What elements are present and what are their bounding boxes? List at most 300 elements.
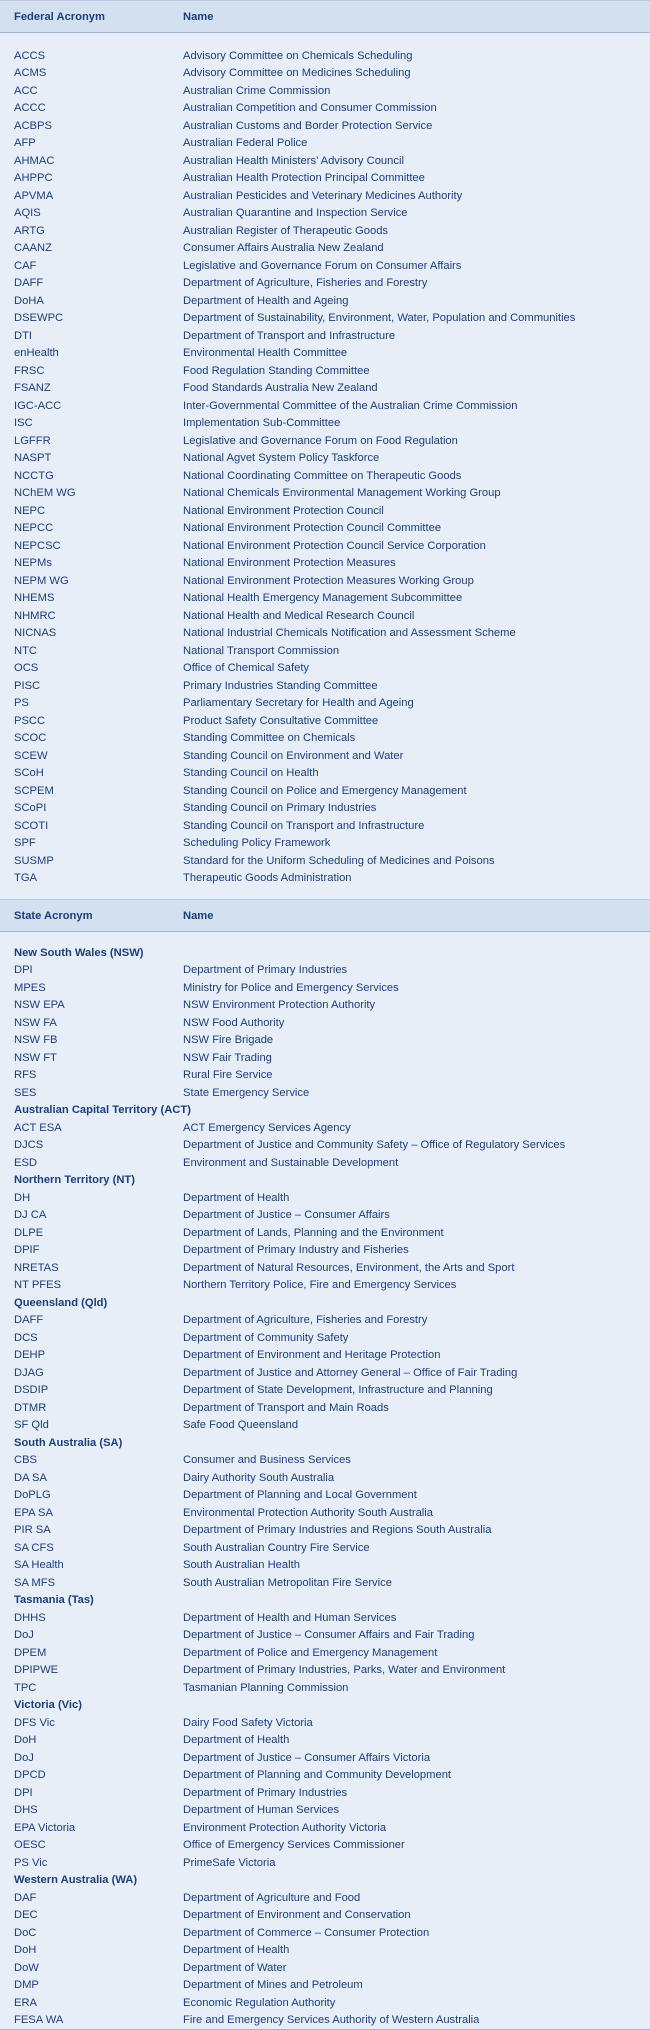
acronym-cell: EPA Victoria xyxy=(14,1821,76,1834)
table-row xyxy=(0,1469,650,1487)
table-row xyxy=(0,2012,650,2030)
table-row xyxy=(0,1907,650,1925)
table-row xyxy=(0,1924,650,1942)
state-acronym-header: State Acronym xyxy=(0,900,169,932)
acronym-cell: NHMRC xyxy=(14,609,56,622)
table-row xyxy=(0,1049,650,1067)
name-cell: Food Standards Australia New Zealand xyxy=(183,382,378,395)
table-row xyxy=(0,817,650,835)
name-cell: Department of Agriculture and Food xyxy=(183,1891,361,1904)
state-section-row xyxy=(0,1872,650,1890)
acronym-cell: DPIPWE xyxy=(14,1664,59,1677)
table-row xyxy=(0,852,650,870)
name-cell: Environmental Health Committee xyxy=(183,347,348,360)
table-row xyxy=(0,222,650,240)
name-cell: Department of Commerce – Consumer Protection xyxy=(183,1926,430,1939)
name-cell: Environment and Sustainable Development xyxy=(183,1156,399,1169)
state-section-title: South Australia (SA) xyxy=(14,1436,123,1449)
table-row xyxy=(0,1714,650,1732)
table-row xyxy=(0,170,650,188)
name-cell: Department of Primary Industry and Fisheries xyxy=(183,1244,409,1257)
acronym-cell: AHMAC xyxy=(14,154,55,167)
name-cell: Department of Environment and Conservation xyxy=(183,1909,411,1922)
state-section-row xyxy=(0,1172,650,1190)
name-cell: National Health and Medical Research Council xyxy=(183,609,415,622)
table-row xyxy=(0,1609,650,1627)
name-cell: Australian Register of Therapeutic Goods xyxy=(183,224,389,237)
acronym-cell: DHHS xyxy=(14,1611,46,1624)
name-cell: National Transport Commission xyxy=(183,644,340,657)
acronym-cell: PS xyxy=(14,697,29,710)
table-row xyxy=(0,1942,650,1960)
acronym-cell: ACT ESA xyxy=(14,1121,62,1134)
name-cell: Dairy Food Safety Victoria xyxy=(183,1716,313,1729)
acronym-cell: DoPLG xyxy=(14,1489,51,1502)
acronym-cell: DJCS xyxy=(14,1139,44,1152)
table-row xyxy=(0,275,650,293)
name-cell: Therapeutic Goods Administration xyxy=(183,872,352,885)
acronym-cell: DPI xyxy=(14,1786,33,1799)
acronym-cell: NHEMS xyxy=(14,592,55,605)
spacer-row xyxy=(0,887,650,899)
name-cell: Department of Primary Industries xyxy=(183,964,348,977)
name-cell: Office of Emergency Services Commissioner xyxy=(183,1839,405,1852)
name-cell: Department of Health xyxy=(183,1191,290,1204)
acronym-cell: ESD xyxy=(14,1156,38,1169)
state-section-title: Queensland (Qld) xyxy=(14,1296,108,1309)
table-row xyxy=(0,1749,650,1767)
table-row xyxy=(0,520,650,538)
acronym-cell: DEC xyxy=(14,1909,38,1922)
acronym-cell: ACCC xyxy=(14,102,46,115)
acronym-cell: DoJ xyxy=(14,1751,34,1764)
table-row xyxy=(0,1522,650,1540)
name-cell: National Environment Protection Council xyxy=(183,504,384,517)
state-section-title: Western Australia (WA) xyxy=(14,1874,138,1887)
acronym-cell: NICNAS xyxy=(14,627,57,640)
acronym-cell: DHS xyxy=(14,1804,38,1817)
acronym-cell: AQIS xyxy=(14,207,41,220)
name-cell: Inter-Governmental Committee of the Australian Crime Commission xyxy=(183,399,518,412)
acronym-cell: PISC xyxy=(14,679,41,692)
acronym-cell: DMP xyxy=(14,1979,39,1992)
table-row xyxy=(0,82,650,100)
acronym-cell: PSCC xyxy=(14,714,46,727)
table-row xyxy=(0,1067,650,1085)
table-row xyxy=(0,695,650,713)
table-row xyxy=(0,345,650,363)
name-cell: Department of Human Services xyxy=(183,1804,340,1817)
table-row xyxy=(0,1504,650,1522)
acronym-cell: NRETAS xyxy=(14,1261,59,1274)
state-section-title: New South Wales (NSW) xyxy=(14,946,144,959)
table-row xyxy=(0,1224,650,1242)
acronym-cell: NEPC xyxy=(14,504,46,517)
name-cell: Economic Regulation Authority xyxy=(183,1996,336,2009)
name-cell: Primary Industries Standing Committee xyxy=(183,679,378,692)
table-row xyxy=(0,1994,650,2012)
acronym-cell: ISC xyxy=(14,417,33,430)
name-cell: Department of Planning and Community Development xyxy=(183,1769,452,1782)
name-cell: Australian Pesticides and Veterinary Medicines Authority xyxy=(183,189,463,202)
name-cell: Department of Natural Resources, Environment, the Arts and Sport xyxy=(183,1261,515,1274)
name-cell: National Health Emergency Management Subcommittee xyxy=(183,592,463,605)
acronym-cell: FRSC xyxy=(14,364,45,377)
table-row xyxy=(0,1959,650,1977)
acronym-cell: SES xyxy=(14,1086,37,1099)
acronym-cell: LGFFR xyxy=(14,434,51,447)
table-row xyxy=(0,1487,650,1505)
name-cell: Department of Health xyxy=(183,1944,290,1957)
state-section-row xyxy=(0,1592,650,1610)
acronym-cell: NCCTG xyxy=(14,469,54,482)
table-row xyxy=(0,800,650,818)
name-cell: National Coordinating Committee on Therapeutic Goods xyxy=(183,469,462,482)
name-cell: National Environment Protection Council Committee xyxy=(183,522,442,535)
table-row xyxy=(0,1767,650,1785)
name-cell: Department of Police and Emergency Management xyxy=(183,1646,438,1659)
table-row xyxy=(0,187,650,205)
name-cell: Australian Health Ministers’ Advisory Council xyxy=(183,154,404,167)
table-row xyxy=(0,65,650,83)
name-cell: Department of Mines and Petroleum xyxy=(183,1979,363,1992)
acronym-cell: SCOTI xyxy=(14,819,49,832)
state-section-title: Victoria (Vic) xyxy=(14,1699,82,1712)
table-row xyxy=(0,205,650,223)
name-cell: Office of Chemical Safety xyxy=(183,662,310,675)
name-cell: National Environment Protection Council Service Corporation xyxy=(183,539,486,552)
acronym-cell: SCEW xyxy=(14,749,48,762)
name-cell: Australian Crime Commission xyxy=(183,84,331,97)
name-cell: Department of Justice and Community Safety – Office of Regulatory Services xyxy=(183,1139,566,1152)
name-cell: Australian Health Protection Principal Committee xyxy=(183,172,425,185)
name-cell: Department of Justice – Consumer Affairs Victoria xyxy=(183,1751,431,1764)
name-cell: National Chemicals Environmental Management Working Group xyxy=(183,487,501,500)
table-row xyxy=(0,572,650,590)
table-row xyxy=(0,835,650,853)
federal-header-row xyxy=(0,1,650,33)
name-cell: Department of Health xyxy=(183,1734,290,1747)
table-row xyxy=(0,310,650,328)
name-cell: National Environment Protection Measures xyxy=(183,557,396,570)
acronym-cell: NEPM WG xyxy=(14,574,69,587)
name-cell: Food Regulation Standing Committee xyxy=(183,364,370,377)
federal-table-body xyxy=(0,33,650,900)
name-cell: Standing Council on Health xyxy=(183,767,319,780)
acronym-cell: DEHP xyxy=(14,1349,46,1362)
name-cell: Department of Planning and Local Government xyxy=(183,1489,417,1502)
table-row xyxy=(0,1679,650,1697)
table-row xyxy=(0,432,650,450)
table-row xyxy=(0,1154,650,1172)
acronym-cell: SUSMP xyxy=(14,854,54,867)
table-row xyxy=(0,1977,650,1995)
acronym-cell: SA CFS xyxy=(14,1541,54,1554)
name-cell: Department of Primary Industries and Regions South Australia xyxy=(183,1524,492,1537)
spacer-cell xyxy=(0,33,650,48)
name-cell: Australian Federal Police xyxy=(183,137,308,150)
table-row xyxy=(0,1277,650,1295)
name-cell: PrimeSafe Victoria xyxy=(183,1856,276,1869)
state-section-title: Tasmania (Tas) xyxy=(14,1594,94,1607)
acronym-cell: CAANZ xyxy=(14,242,52,255)
name-cell: South Australian Country Fire Service xyxy=(183,1541,370,1554)
name-cell: Department of Agriculture, Fisheries and Forestry xyxy=(183,1314,428,1327)
name-cell: Department of Water xyxy=(183,1961,287,1974)
acronym-cell: DSDIP xyxy=(14,1384,49,1397)
name-cell: National Agvet System Policy Taskforce xyxy=(183,452,380,465)
table-row xyxy=(0,1627,650,1645)
name-cell: Advisory Committee on Chemicals Scheduling xyxy=(183,49,413,62)
name-cell: Standing Committee on Chemicals xyxy=(183,732,356,745)
table-row xyxy=(0,1347,650,1365)
name-cell: Advisory Committee on Medicines Scheduling xyxy=(183,67,411,80)
table-row xyxy=(0,1084,650,1102)
name-cell: Consumer and Business Services xyxy=(183,1454,351,1467)
name-cell: Environmental Protection Authority South Australia xyxy=(183,1506,433,1519)
federal-acronym-header: Federal Acronym xyxy=(0,1,169,33)
acronym-cell: DCS xyxy=(14,1331,38,1344)
table-row xyxy=(0,152,650,170)
table-row xyxy=(0,1312,650,1330)
acronym-cell: PS Vic xyxy=(14,1856,48,1869)
table-row xyxy=(0,660,650,678)
acronym-cell: ARTG xyxy=(14,224,45,237)
name-cell: National Environment Protection Measures Working Group xyxy=(183,574,474,587)
acronym-cell: DA SA xyxy=(14,1471,47,1484)
table-row xyxy=(0,100,650,118)
name-cell: Dairy Authority South Australia xyxy=(183,1471,335,1484)
name-cell: Safe Food Queensland xyxy=(183,1419,299,1432)
acronym-cell: NSW FT xyxy=(14,1051,57,1064)
spacer-cell xyxy=(0,932,650,945)
name-cell: Standing Council on Transport and Infrastructure xyxy=(183,819,425,832)
name-cell: Department of Lands, Planning and the Environment xyxy=(183,1226,444,1239)
name-cell: Department of Transport and Main Roads xyxy=(183,1401,389,1414)
acronym-cell: NASPT xyxy=(14,452,52,465)
name-cell: Standing Council on Police and Emergency Management xyxy=(183,784,467,797)
table-row xyxy=(0,1417,650,1435)
name-cell: Tasmanian Planning Commission xyxy=(183,1681,349,1694)
acronym-cell: SCPEM xyxy=(14,784,54,797)
table-row xyxy=(0,362,650,380)
acronym-cell: DoJ xyxy=(14,1629,34,1642)
name-cell: Department of Environment and Heritage Protection xyxy=(183,1349,441,1362)
name-cell: Department of Health and Ageing xyxy=(183,294,349,307)
acronym-cell: DoHA xyxy=(14,294,44,307)
name-cell: Consumer Affairs Australia New Zealand xyxy=(183,242,384,255)
table-row xyxy=(0,292,650,310)
name-cell: Legislative and Governance Forum on Food Regulation xyxy=(183,434,458,447)
name-cell: Department of Community Safety xyxy=(183,1331,349,1344)
state-table-body xyxy=(0,932,650,2030)
table-row xyxy=(0,1137,650,1155)
name-cell: Department of Justice and Attorney General – Office of Fair Trading xyxy=(183,1366,518,1379)
table-row xyxy=(0,1644,650,1662)
table-row xyxy=(0,1259,650,1277)
table-row xyxy=(0,1574,650,1592)
state-section-row xyxy=(0,1102,650,1120)
name-cell: NSW Environment Protection Authority xyxy=(183,999,376,1012)
table-row xyxy=(0,730,650,748)
name-cell: Implementation Sub-Committee xyxy=(183,417,341,430)
name-cell: Department of Primary Industries xyxy=(183,1786,348,1799)
acronym-cell: DH xyxy=(14,1191,31,1204)
acronym-cell: FESA WA xyxy=(0,2012,169,2030)
table-row xyxy=(0,870,650,888)
table-row xyxy=(0,1014,650,1032)
name-cell: Legislative and Governance Forum on Consumer Affairs xyxy=(183,259,462,272)
name-cell: NSW Food Authority xyxy=(183,1016,285,1029)
acronym-cell: DPEM xyxy=(14,1646,47,1659)
acronym-cell: AFP xyxy=(14,137,36,150)
state-section-row xyxy=(0,1434,650,1452)
table-row xyxy=(0,1662,650,1680)
acronym-cell: DPCD xyxy=(14,1769,46,1782)
table-row xyxy=(0,415,650,433)
state-section-row xyxy=(0,1294,650,1312)
state-section-title: Northern Territory (NT) xyxy=(14,1174,135,1187)
table-row xyxy=(0,1399,650,1417)
acronym-cell: OCS xyxy=(14,662,39,675)
acronym-cell: enHealth xyxy=(14,347,59,360)
acronym-cell: SF Qld xyxy=(14,1419,49,1432)
name-cell: Rural Fire Service xyxy=(183,1069,273,1082)
acronym-cell: DTI xyxy=(14,329,33,342)
acronym-cell: DAFF xyxy=(14,277,44,290)
state-section-row xyxy=(0,944,650,962)
table-row xyxy=(0,1802,650,1820)
acronym-cell: NEPCC xyxy=(14,522,54,535)
acronym-cell: ACMS xyxy=(14,67,47,80)
acronym-cell: NChEM WG xyxy=(14,487,76,500)
table-row xyxy=(0,1189,650,1207)
name-cell: Parliamentary Secretary for Health and Ageing xyxy=(183,697,414,710)
table-row xyxy=(0,1382,650,1400)
acronym-cell: CBS xyxy=(14,1454,38,1467)
state-header-row xyxy=(0,900,650,932)
state-acronym-table xyxy=(0,899,650,2030)
spacer-row xyxy=(0,33,650,48)
table-row xyxy=(0,1819,650,1837)
table-row xyxy=(0,555,650,573)
name-cell: Department of Primary Industries, Parks, Water and Environment xyxy=(183,1664,506,1677)
acronym-cell: DoW xyxy=(14,1961,39,1974)
acronym-cell: PIR SA xyxy=(14,1524,51,1537)
acronym-cell: NEPMs xyxy=(14,557,52,570)
acronym-cell: ERA xyxy=(14,1996,38,2009)
acronym-cell: DAF xyxy=(14,1891,37,1904)
name-cell: Standing Council on Environment and Water xyxy=(183,749,404,762)
table-row xyxy=(0,607,650,625)
table-row xyxy=(0,642,650,660)
table-row xyxy=(0,997,650,1015)
name-cell: Department of Justice – Consumer Affairs and Fair Trading xyxy=(183,1629,475,1642)
table-row xyxy=(0,590,650,608)
table-row xyxy=(0,962,650,980)
table-row xyxy=(0,1854,650,1872)
acronym-cell: DPI xyxy=(14,964,33,977)
table-row xyxy=(0,1329,650,1347)
name-cell: Department of Health and Human Services xyxy=(183,1611,397,1624)
name-cell: Northern Territory Police, Fire and Emergency Services xyxy=(183,1279,457,1292)
state-section-row xyxy=(0,1697,650,1715)
name-cell: NSW Fire Brigade xyxy=(183,1034,274,1047)
acronym-cell: NTC xyxy=(14,644,37,657)
table-row xyxy=(0,380,650,398)
acronym-cell: SA MFS xyxy=(14,1576,56,1589)
acronym-cell: ACC xyxy=(14,84,38,97)
name-cell: Scheduling Policy Framework xyxy=(183,837,331,850)
name-cell: South Australian Health xyxy=(183,1559,300,1572)
table-row xyxy=(0,1032,650,1050)
table-row xyxy=(0,1889,650,1907)
acronym-cell: NSW FB xyxy=(14,1034,58,1047)
table-row xyxy=(0,1557,650,1575)
acronym-cell: DoC xyxy=(14,1926,37,1939)
name-cell: Australian Quarantine and Inspection Service xyxy=(183,207,408,220)
table-row xyxy=(0,502,650,520)
table-row xyxy=(0,485,650,503)
name-cell: NSW Fair Trading xyxy=(183,1051,272,1064)
table-row xyxy=(0,1242,650,1260)
acronym-cell: TGA xyxy=(14,872,37,885)
table-row xyxy=(0,47,650,65)
acronym-cell: DAFF xyxy=(14,1314,44,1327)
table-row xyxy=(0,1119,650,1137)
table-row xyxy=(0,1732,650,1750)
table-row xyxy=(0,1539,650,1557)
table-row xyxy=(0,257,650,275)
acronym-cell: SCOC xyxy=(14,732,47,745)
table-row xyxy=(0,625,650,643)
table-row xyxy=(0,747,650,765)
acronym-cell: RFS xyxy=(14,1069,37,1082)
acronym-cell: ACCS xyxy=(14,49,46,62)
name-cell: Australian Competition and Consumer Commission xyxy=(183,102,437,115)
name-cell: Department of Agriculture, Fisheries and Forestry xyxy=(183,277,428,290)
name-cell: Department of State Development, Infrastructure and Planning xyxy=(183,1384,493,1397)
spacer-row xyxy=(0,932,650,945)
table-row xyxy=(0,1452,650,1470)
name-cell: South Australian Metropolitan Fire Service xyxy=(183,1576,392,1589)
name-cell: Australian Customs and Border Protection Service xyxy=(183,119,433,132)
name-cell: Department of Transport and Infrastructure xyxy=(183,329,396,342)
table-row xyxy=(0,1364,650,1382)
acronym-cell: IGC-ACC xyxy=(14,399,62,412)
table-row xyxy=(0,1207,650,1225)
acronym-cell: AHPPC xyxy=(14,172,53,185)
acronym-cell: DFS Vic xyxy=(14,1716,55,1729)
federal-name-header: Name xyxy=(169,1,650,33)
acronym-cell: SPF xyxy=(14,837,36,850)
table-row xyxy=(0,537,650,555)
acronym-cell: DTMR xyxy=(14,1401,47,1414)
name-cell: National Industrial Chemicals Notification and Assessment Scheme xyxy=(183,627,516,640)
acronym-cell: DSEWPC xyxy=(14,312,64,325)
state-section-title: Australian Capital Territory (ACT) xyxy=(14,1104,191,1117)
acronym-cell: SCoPI xyxy=(14,802,47,815)
name-cell: ACT Emergency Services Agency xyxy=(183,1121,351,1134)
name-cell: State Emergency Service xyxy=(183,1086,310,1099)
acronym-cell: DPIF xyxy=(14,1244,40,1257)
name-cell: Product Safety Consultative Committee xyxy=(183,714,379,727)
name-cell: Environment Protection Authority Victoria xyxy=(183,1821,387,1834)
acronym-cell: EPA SA xyxy=(14,1506,53,1519)
table-row xyxy=(0,467,650,485)
acronym-cell: DJ CA xyxy=(14,1209,47,1222)
acronym-cell: TPC xyxy=(14,1681,37,1694)
